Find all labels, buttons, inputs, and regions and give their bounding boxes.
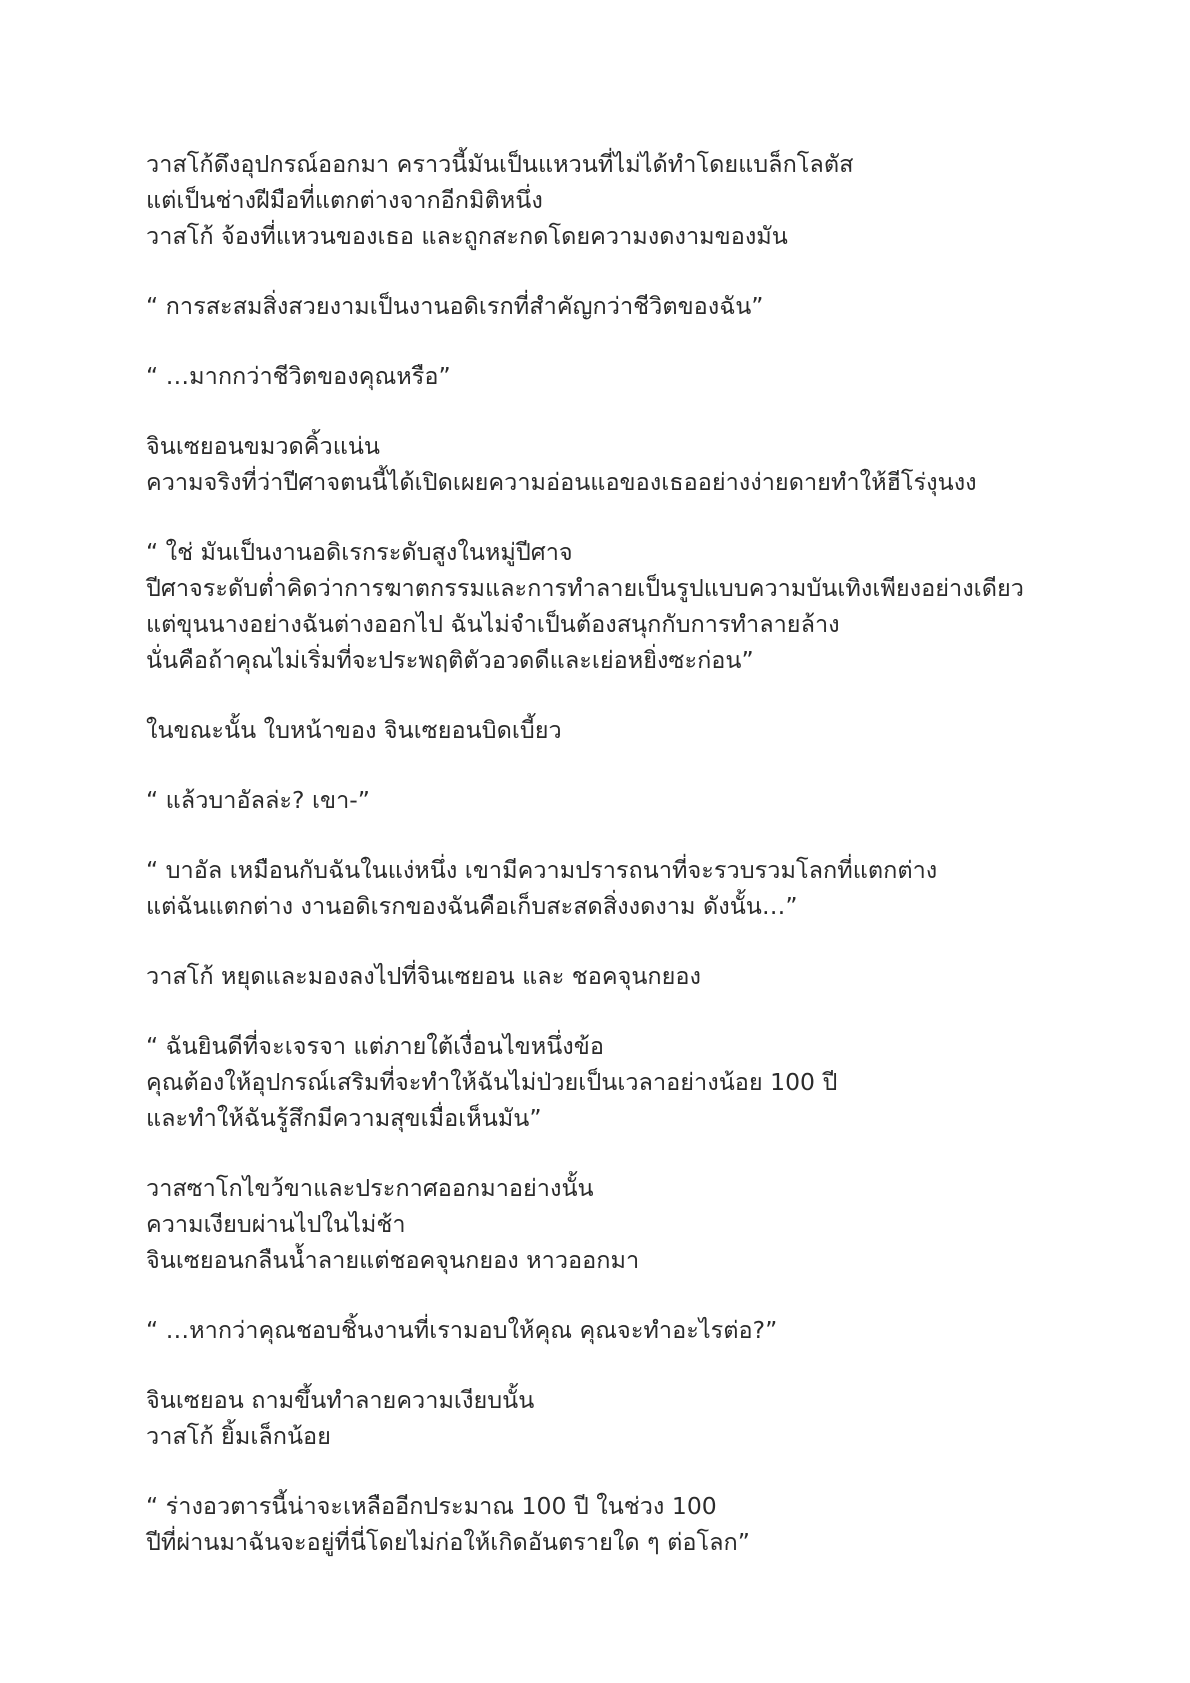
text-line: วาสโก้ ยิ้มเล็กน้อย — [146, 1422, 331, 1450]
paragraph — [146, 288, 1146, 324]
text-line: จินเซยอนขมวดคิ้วแน่น — [146, 432, 380, 460]
text-line: “ …มากกว่าชีวิตของคุณหรือ” — [146, 362, 451, 390]
paragraph — [146, 852, 1146, 924]
text-line: “ ฉันยินดีที่จะเจรจา แต่ภายใต้เงื่อนไขหนึ่งข้อ — [146, 1032, 604, 1060]
text-line: แต่ขุนนางอย่างฉันต่างออกไป ฉันไม่จำเป็นต้องสนุกกับการทำลายล้าง — [146, 610, 840, 638]
text-line: นั่นคือถ้าคุณไม่เริ่มที่จะประพฤติตัวอวดดีและเย่อหยิ่งซะก่อน” — [146, 646, 754, 674]
paragraph — [146, 428, 1146, 500]
paragraph — [146, 146, 1146, 254]
paragraph — [146, 534, 1146, 678]
paragraph — [146, 1312, 1146, 1348]
paragraph — [146, 712, 1146, 748]
text-line: “ …หากว่าคุณชอบชิ้นงานที่เรามอบให้คุณ คุณจะทำอะไรต่อ?” — [146, 1316, 778, 1344]
text-line: ความเงียบผ่านไปในไม่ช้า — [146, 1210, 406, 1238]
text-line: วาสโก้ดึงอุปกรณ์ออกมา คราวนี้มันเป็นแหวนที่ไม่ได้ทำโดยแบล็กโลตัส — [146, 150, 854, 178]
paragraph — [146, 958, 1146, 994]
text-line: “ แล้วบาอัลล่ะ? เขา-” — [146, 786, 370, 814]
paragraph — [146, 1382, 1146, 1454]
paragraph — [146, 782, 1146, 818]
document-body — [146, 146, 1146, 1594]
text-line: จินเซยอนกลืนน้ำลายแต่ชอคจุนกยอง หาวออกมา — [146, 1246, 640, 1274]
text-line: แต่เป็นช่างฝีมือที่แตกต่างจากอีกมิติหนึ่ง — [146, 186, 543, 214]
text-line: วาสโก้ จ้องที่แหวนของเธอ และถูกสะกดโดยความงดงามของมัน — [146, 222, 788, 250]
text-line: “ ใช่ มันเป็นงานอดิเรกระดับสูงในหมู่ปีศาจ — [146, 538, 573, 566]
text-line: ในขณะนั้น ใบหน้าของ จินเซยอนบิดเบี้ยว — [146, 716, 562, 744]
text-line: วาสโก้ หยุดและมองลงไปที่จินเซยอน และ ชอคจุนกยอง — [146, 962, 702, 990]
text-line: แต่ฉันแตกต่าง งานอดิเรกของฉันคือเก็บสะสดสิ่งงดงาม ดังนั้น…” — [146, 892, 798, 920]
text-line: จินเซยอน ถามขึ้นทำลายความเงียบนั้น — [146, 1386, 535, 1414]
text-line: “ ร่างอวตารนี้น่าจะเหลืออีกประมาณ 100 ปี ในช่วง 100 — [146, 1492, 717, 1520]
text-line: ความจริงที่ว่าปีศาจตนนี้ได้เปิดเผยความอ่อนแอของเธออย่างง่ายดายทำให้ฮีโร่งุนงง — [146, 468, 977, 496]
text-line: “ บาอัล เหมือนกับฉันในแง่หนึ่ง เขามีความปรารถนาที่จะรวบรวมโลกที่แตกต่าง — [146, 856, 938, 884]
text-line: ปีที่ผ่านมาฉันจะอยู่ที่นี่โดยไม่ก่อให้เกิดอันตรายใด ๆ ต่อโลก” — [146, 1528, 750, 1556]
text-line: “ การสะสมสิ่งสวยงามเป็นงานอดิเรกที่สำคัญกว่าชีวิตของฉัน” — [146, 292, 764, 320]
paragraph — [146, 1028, 1146, 1136]
paragraph — [146, 358, 1146, 394]
paragraph — [146, 1488, 1146, 1560]
text-line: วาสซาโกไขว้ขาและประกาศออกมาอย่างนั้น — [146, 1174, 594, 1202]
text-line: และทำให้ฉันรู้สึกมีความสุขเมื่อเห็นมัน” — [146, 1104, 542, 1132]
paragraph — [146, 1170, 1146, 1278]
text-line: คุณต้องให้อุปกรณ์เสริมที่จะทำให้ฉันไม่ป่วยเป็นเวลาอย่างน้อย 100 ปี — [146, 1068, 838, 1096]
text-line: ปีศาจระดับต่ำคิดว่าการฆาตกรรมและการทำลายเป็นรูปแบบความบันเทิงเพียงอย่างเดียว — [146, 574, 1024, 602]
